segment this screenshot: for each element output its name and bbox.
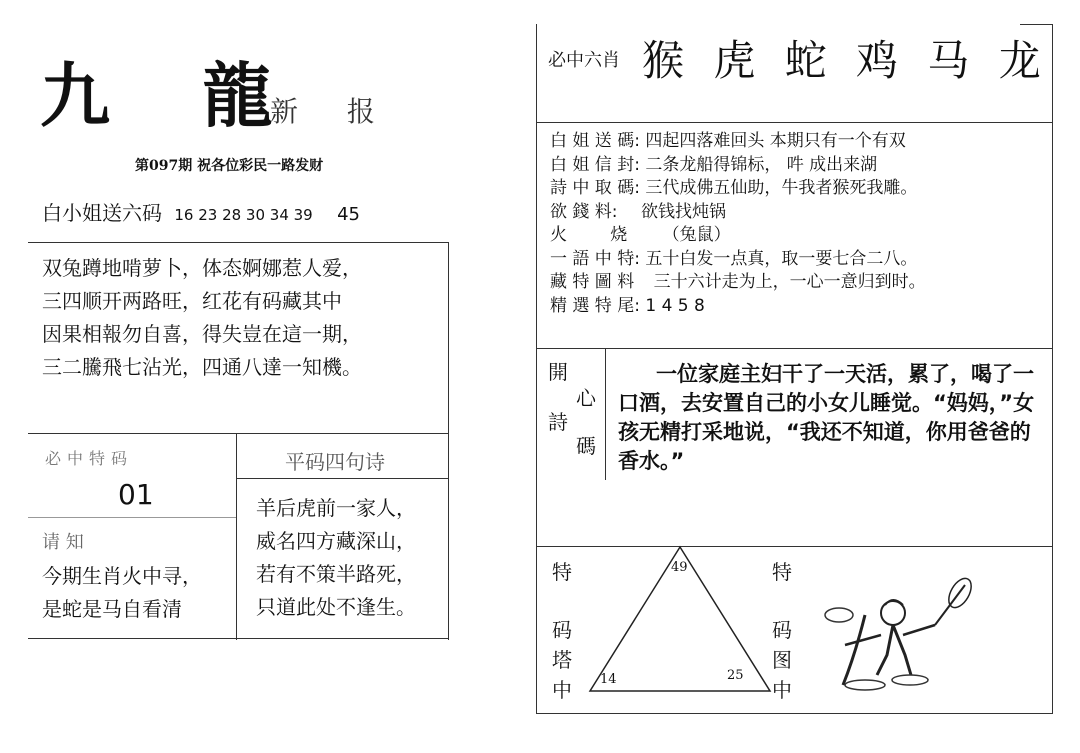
row-text: （兔鼠） [662,225,731,245]
divider [28,517,236,518]
poem-line: 只道此处不逢生。 [256,595,416,619]
poem-line: 今期生肖火中寻， [42,564,202,588]
row-label: 白 姐 信 封: [550,154,640,175]
kaixin-char: 詩 [548,410,568,434]
divider [236,433,237,640]
pic-char: 码 [772,618,792,642]
divider [605,348,606,480]
pic-label [772,556,798,706]
row-label: 一 語 中 特: [550,248,640,269]
main-poem [42,252,362,384]
row-label: 欲 錢 料: [550,201,618,222]
monkey-king-illustration [815,575,975,705]
poem-line: 因果相報勿自喜，得失豈在這一期， [42,322,362,346]
pic-char: 图 [772,648,792,672]
divider [28,638,448,639]
divider [536,348,1052,349]
masthead-sub: 新 报 [270,95,395,128]
kaixin-text: 一位家庭主妇干了一天活，累了，喝了一口酒，去安置自己的小女儿睡觉。“妈妈，”女孩无精打采地说，“我还不知道，你用爸爸的香水。” [618,362,1035,473]
tower-left-number: 14 [600,672,617,687]
tower-label [552,556,578,706]
pic-char: 中 [772,678,792,702]
row-text: 四起四落难回头 本期只有一个有双 [645,131,906,151]
row-label: 火 烧 [550,225,628,245]
divider [536,122,1052,123]
info-row [550,201,926,225]
xiaojie-line [42,197,360,226]
frame-right [1052,24,1053,714]
box-left-label: 请 知 [42,532,84,553]
special-number: 01 [118,478,154,511]
divider [236,478,448,479]
box-left-poem [42,560,202,626]
poem-line: 双兔蹲地啃萝卜，体态婀娜惹人爱， [42,256,362,280]
info-row [550,248,926,272]
divider [28,433,448,434]
tower-char: 特 [552,560,572,584]
tower-char: 塔 [552,648,572,672]
poem-line: 三二騰飛七沾光，四通八達一知機。 [42,355,362,379]
row-label: 白 姐 送 碼: [550,131,640,151]
poem-line: 羊后虎前一家人， [256,496,416,520]
frame-bottom [536,713,1052,714]
info-row [550,154,926,178]
frame-top [1020,24,1052,25]
kaixin-char: 碼 [576,434,596,458]
info-row [550,295,926,319]
row-label: 詩 中 取 碼: [550,178,640,198]
tower-char: 码 [552,618,572,642]
row-text: 五十白发一点真，取一要七合二八。 [645,248,918,269]
info-row [550,177,926,201]
info-row [550,271,926,295]
xiaojie-extra: 45 [337,204,360,225]
kaixin-char: 心 [576,386,596,410]
row-label: 藏 特 圖 料 [550,272,635,292]
poem-line: 威名四方藏深山， [256,529,416,553]
row-text: 二条龙船得锦标， 吽 成出来湖 [645,154,878,175]
row-text: 欲钱找炖锅 [640,201,726,222]
xiaojie-numbers: 16 23 28 30 34 39 [174,206,313,224]
info-row [550,224,926,248]
divider [28,242,448,243]
info-rows [550,130,926,318]
masthead: 九 龍 [40,55,307,137]
tower-char: 中 [552,678,572,702]
tower-top-number: 49 [671,560,688,575]
issue-line: 第097期 祝各位彩民一路发财 [135,158,324,174]
poem-line: 是蛇是马自看清 [42,597,182,621]
header-small: 必中六肖 [548,50,620,71]
info-row [550,130,926,154]
poem-line: 三四顺开两路旺，红花有码藏其中 [42,289,342,313]
frame-left [536,24,537,714]
tower-right-number: 25 [727,668,744,683]
box-left-title: 必中特码 [45,449,134,468]
box-right-title: 平码四句诗 [285,450,385,474]
box-right-poem [256,492,416,624]
row-label: 精 選 特 尾: [550,295,640,316]
kaixin-label [548,356,598,466]
row-text: 1 4 5 8 [645,295,705,316]
row-text: 三十六计走为上，一心一意归到时。 [653,272,926,292]
row-text: 三代成佛五仙助，牛我者猴死我雕。 [645,178,918,198]
kaixin-char: 開 [548,360,568,384]
divider [448,242,449,640]
poem-line: 若有不策半路死， [256,562,416,586]
header-big: 猴 虎 蛇 鸡 马 龙 [642,36,1049,85]
xiaojie-label: 白小姐送六码 [42,201,162,225]
pic-char: 特 [772,560,792,584]
